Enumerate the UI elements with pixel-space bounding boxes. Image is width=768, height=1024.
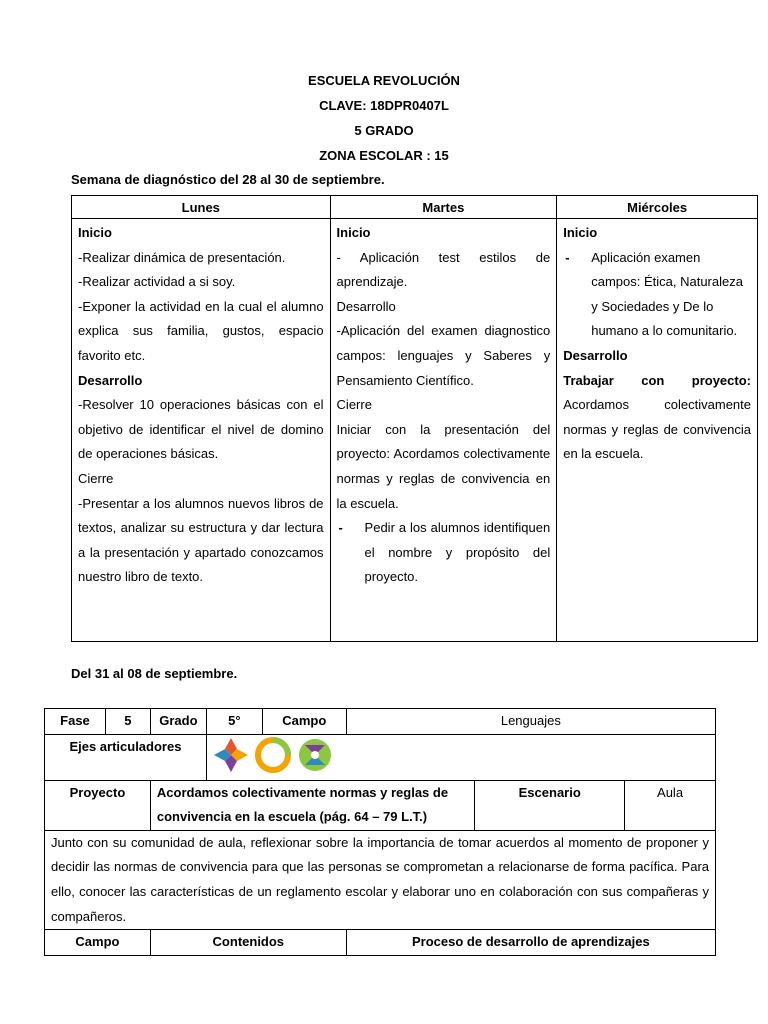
cell-martes xyxy=(330,219,557,642)
martes-bullet xyxy=(337,516,551,590)
col-campo: Campo xyxy=(45,930,151,956)
lunes-line-1: -Realizar dinámica de presentación. xyxy=(78,249,286,265)
lunes-line-3: -Exponer la actividad en la cual el alumno explica sus familia, gustos, espacio favorito etc. xyxy=(78,298,324,363)
proyecto-label: Proyecto xyxy=(45,780,151,830)
lunes-cierre-text: -Presentar a los alumnos nuevos libros de textos, analizar su estructura y dar lectura a la presentación y apartado conozcamos nuestro libro de texto. xyxy=(78,495,324,585)
martes-cierre: Cierre xyxy=(336,397,372,413)
lunes-desarrollo-text: -Resolver 10 operaciones básicas con el objetivo de identificar el nivel de domino de operaciones básicas. xyxy=(78,397,324,462)
header-miercoles: Miércoles xyxy=(557,196,758,219)
fase-label: Fase xyxy=(45,709,106,735)
miercoles-desarrollo: Desarrollo xyxy=(563,347,628,363)
week1-caption: Semana de diagnóstico del 28 al 30 de septiembre. xyxy=(71,172,385,187)
school-grado: 5 GRADO xyxy=(354,123,414,138)
miercoles-trabajar: Trabajar con proyecto: xyxy=(563,372,751,388)
school-zona: ZONA ESCOLAR : 15 xyxy=(319,148,449,163)
miercoles-bullet xyxy=(563,246,751,344)
grado-label: Grado xyxy=(150,709,206,735)
campo-value: Lenguajes xyxy=(346,709,715,735)
ejes-icons-cell xyxy=(206,734,715,780)
martes-bullet-dash: - xyxy=(338,520,343,536)
ejes-icons xyxy=(213,735,709,773)
lunes-cierre: Cierre xyxy=(78,470,114,486)
miercoles-trabajar-text: Acordamos colectivamente normas y reglas de convivencia en la escuela. xyxy=(563,397,751,462)
col-proceso: Proceso de desarrollo de aprendizajes xyxy=(346,930,715,956)
martes-desarrollo: Desarrollo xyxy=(336,298,396,314)
school-clave: CLAVE: 18DPR0407L xyxy=(319,98,449,113)
martes-desarrollo-text: -Aplicación del examen diagnostico campos: lenguajes y Saberes y Pensamiento Científico. xyxy=(336,323,551,388)
martes-cierre-text: Iniciar con la presentación del proyecto: Acordamos colectivamente normas y reglas de convivencia en la escuela. xyxy=(336,421,551,511)
school-name: ESCUELA REVOLUCIÓN xyxy=(308,73,460,88)
lunes-inicio: Inicio xyxy=(78,225,112,240)
lunes-desarrollo: Desarrollo xyxy=(78,372,143,388)
proyecto-descripcion: Junto con su comunidad de aula, reflexionar sobre la importancia de tomar acuerdos al momento de proponer y decidir las normas de convivencia para que las personas se comprometan a relacionarse de forma pacífica. Para ello, conocer las características de un reglamento escolar y elaborar uno en colaboración con sus compañeras y compañeros. xyxy=(45,830,716,929)
campo-label: Campo xyxy=(262,709,346,735)
interculturalidad-icon xyxy=(255,737,291,773)
cell-lunes xyxy=(72,219,331,642)
escenario-value: Aula xyxy=(625,780,716,830)
inclusion-icon xyxy=(213,737,249,773)
header-martes: Martes xyxy=(330,196,557,219)
martes-inicio-text: - Aplicación test estilos de aprendizaje. xyxy=(336,249,551,290)
cell-miercoles xyxy=(557,219,758,642)
proyecto-value: Acordamos colectivamente normas y reglas de convivencia en la escuela (pág. 64 – 79 L.T.) xyxy=(150,780,474,830)
col-contenidos: Contenidos xyxy=(150,930,346,956)
week1-table xyxy=(71,195,758,642)
header-lunes: Lunes xyxy=(72,196,331,219)
fase-value: 5 xyxy=(105,709,150,735)
martes-bullet-text: Pedir a los alumnos identifiquen el nombre y propósito del proyecto. xyxy=(364,520,551,585)
miercoles-bullet-dash: - xyxy=(565,249,570,265)
igualdad-genero-icon xyxy=(297,737,333,773)
miercoles-inicio: Inicio xyxy=(563,225,598,240)
plan-table xyxy=(44,708,716,956)
martes-inicio: Inicio xyxy=(336,225,371,240)
miercoles-bullet-text: Aplicación examen campos: Ética, Naturaleza y Sociedades y De lo humano a lo comunitario. xyxy=(591,249,743,339)
ejes-label: Ejes articuladores xyxy=(45,734,207,780)
escenario-label: Escenario xyxy=(475,780,625,830)
lunes-line-2: -Realizar actividad a si soy. xyxy=(78,274,236,290)
grado-value: 5° xyxy=(206,709,262,735)
week2-caption: Del 31 al 08 de septiembre. xyxy=(71,666,238,681)
